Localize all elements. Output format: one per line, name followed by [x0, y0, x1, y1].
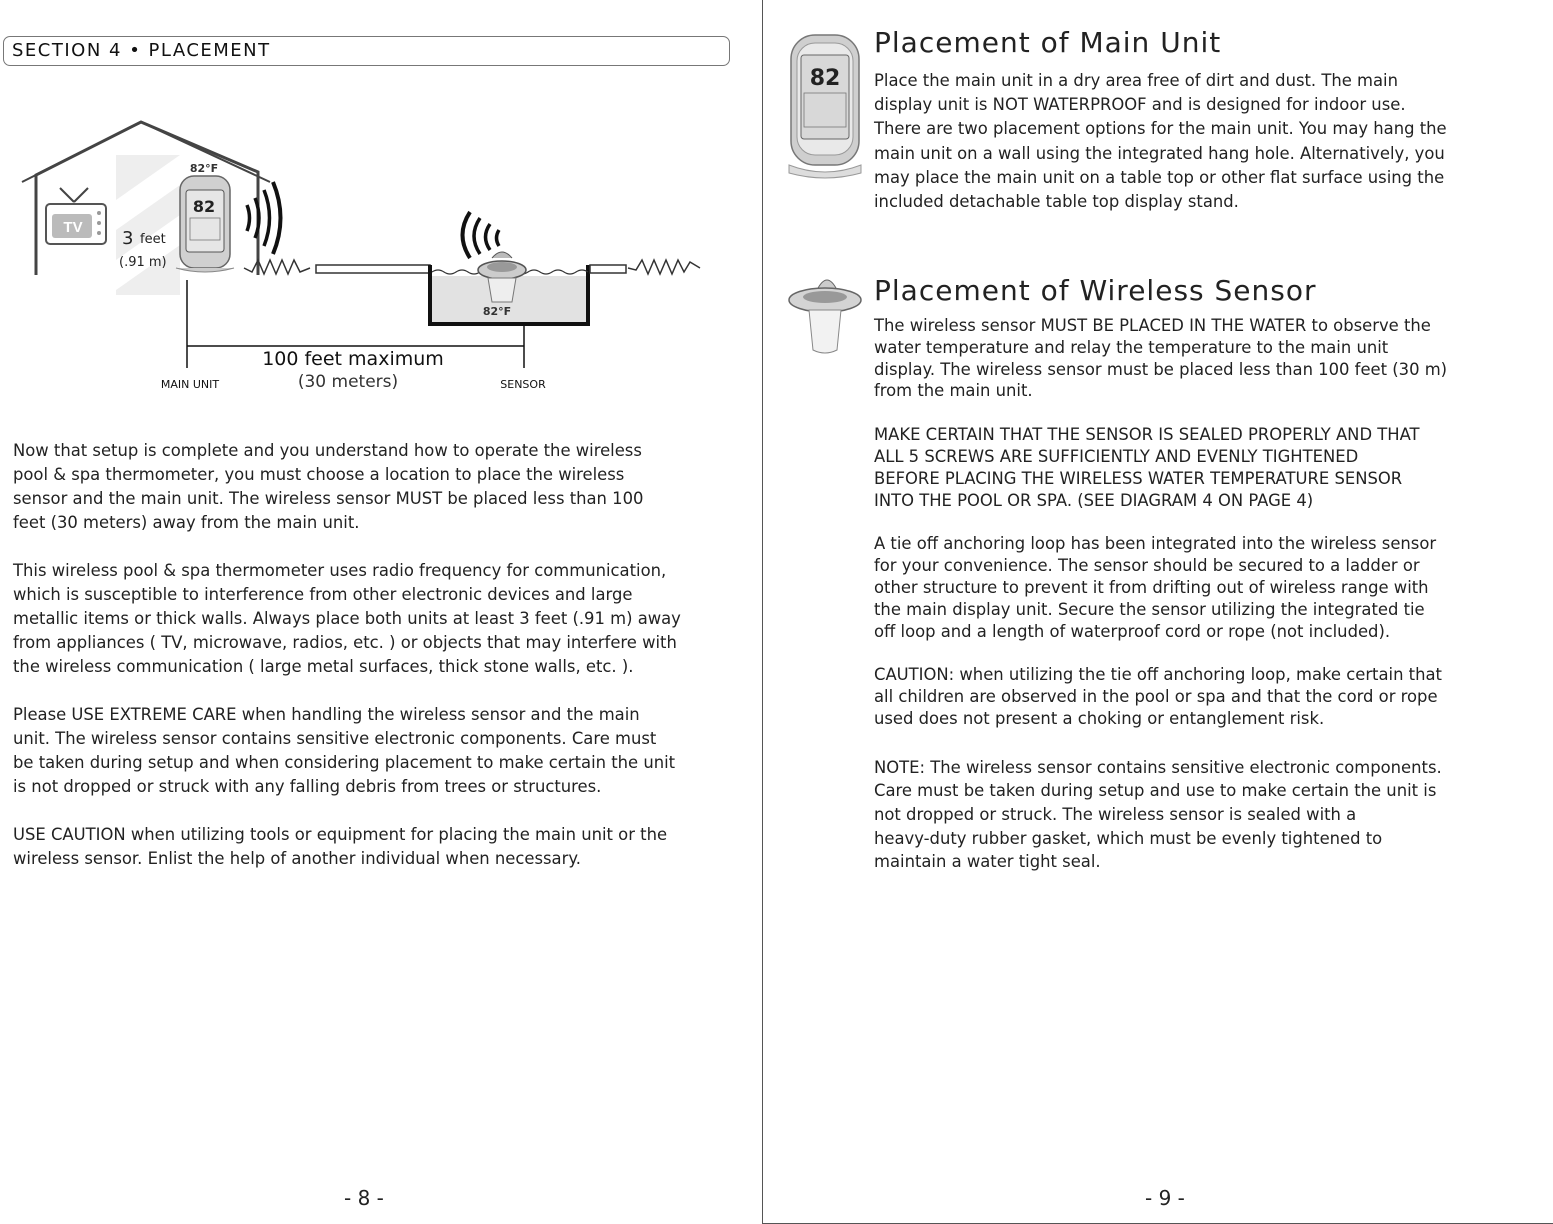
tv-label: TV [63, 219, 83, 236]
main-unit-text-block [874, 69, 1514, 214]
sensor-illustration-icon [787, 270, 865, 356]
left-page [0, 0, 762, 1224]
paragraph-extreme-care: Please USE EXTREME CARE when handling the wireless sensor and the main unit. The wireless sensor contains sensitive electronic components. Care must be taken during setup and when considering placement to make certain the unit is not dropped or struck with any falling debris from trees or structures. [13, 705, 676, 796]
main-unit-label: MAIN UNIT [160, 378, 220, 391]
signal-waves-main-icon [247, 182, 281, 254]
max-distance-metric: (30 meters) [297, 372, 399, 392]
max-distance-label: 100 feet maximum [262, 348, 444, 370]
paragraph-caution-tools: USE CAUTION when utilizing tools or equipment for placing the main unit or the wireless sensor. Enlist the help of another individual when necessary. [13, 825, 668, 868]
sensor-paragraph-caution: CAUTION: when utilizing the tie off anchoring loop, make certain that all children are observed in the pool or spa and that the cord or rope used does not present a choking or entanglement risk. [874, 665, 1442, 728]
left-body-text [13, 439, 753, 895]
svg-text:82: 82 [809, 66, 841, 91]
pool-deck-right [590, 265, 626, 273]
page-number-right: - 9 - [1145, 1186, 1185, 1210]
sensor-paragraph-anchor: A tie off anchoring loop has been integrated into the wireless sensor for your convenience. The sensor should be secured to a ladder or other structure to prevent it from drifting out of wireless range with the main display unit. Secure the sensor utilizing the integrated tie off loop and a length of waterproof cord or rope (not included). [874, 534, 1437, 641]
main-unit-temp: 82°F [189, 162, 219, 175]
svg-text:82: 82 [192, 197, 216, 216]
main-unit-device-icon [176, 162, 234, 272]
sensor-heading: Placement of Wireless Sensor [874, 274, 1317, 307]
sensor-temp: 82°F [482, 305, 512, 318]
sensor-label: SENSOR [500, 378, 546, 391]
main-unit-paragraph: Place the main unit in a dry area free of dirt and dust. The main display unit is NOT WATERPROOF and is designed for indoor use. There are two placement options for the main unit. You may hang the main unit on a wall using the integrated hang hole. Alternatively, you may place the main unit on a table top or other flat surface using the included detachable table top display stand. [874, 71, 1447, 212]
section-header-bar [3, 36, 730, 66]
paragraph-intro: Now that setup is complete and you understand how to operate the wireless pool & spa thermometer, you must choose a location to place the wireless sensor and the main unit. The wireless sensor MUST be placed less than 100 feet (30 meters) away from the main unit. [13, 441, 644, 532]
pool-deck-left [316, 265, 430, 273]
page-number-left: - 8 - [344, 1186, 384, 1210]
distance-unit: feet [140, 232, 166, 247]
ground-zigzag-left [244, 260, 310, 274]
placement-diagram [0, 110, 762, 410]
tv-icon [46, 188, 106, 244]
main-unit-illustration-icon [787, 33, 863, 179]
paragraph-interference: This wireless pool & spa thermometer uses radio frequency for communication, which is susceptible to interference from other electronic devices and large metallic items or thick walls. Always place both units at least 3 feet (.91 m) away from appliances ( TV, microwave, radios, etc. ) or objects that may interfere with the wireless communication ( large metal surfaces, thick stone walls, etc. ). [13, 561, 681, 676]
sensor-paragraph-note: NOTE: The wireless sensor contains sensitive electronic components. Care must be taken during setup and use to make certain the unit is not dropped or struck. The wireless sensor is sealed with a heavy-duty rubber gasket, which must be evenly tightened to maintain a water tight seal. [874, 757, 1442, 872]
distance-number: 3 [122, 228, 134, 249]
wall-stripe [116, 155, 180, 295]
sensor-paragraph-water: The wireless sensor MUST BE PLACED IN THE WATER to observe the water temperature and relay the temperature to the main unit display. The wireless sensor must be placed less than 100 feet (30 m) from the main unit. [874, 316, 1448, 401]
right-page [762, 0, 1553, 1224]
ground-zigzag-right [628, 260, 700, 274]
sensor-text-block [874, 315, 1514, 874]
sensor-paragraph-sealed: MAKE CERTAIN THAT THE SENSOR IS SEALED PROPERLY AND THAT ALL 5 SCREWS ARE SUFFICIENTLY AND EVENLY TIGHTENED BEFORE PLACING THE WIRELESS WATER TEMPERATURE SENSOR INTO THE POOL OR SPA. (SEE DIAGRAM 4 ON PAGE 4) [874, 425, 1420, 510]
distance-metric: (.91 m) [119, 255, 167, 270]
section-title: SECTION 4 • PLACEMENT [12, 40, 271, 61]
signal-waves-sensor-icon [463, 212, 500, 258]
main-unit-heading: Placement of Main Unit [874, 26, 1222, 59]
